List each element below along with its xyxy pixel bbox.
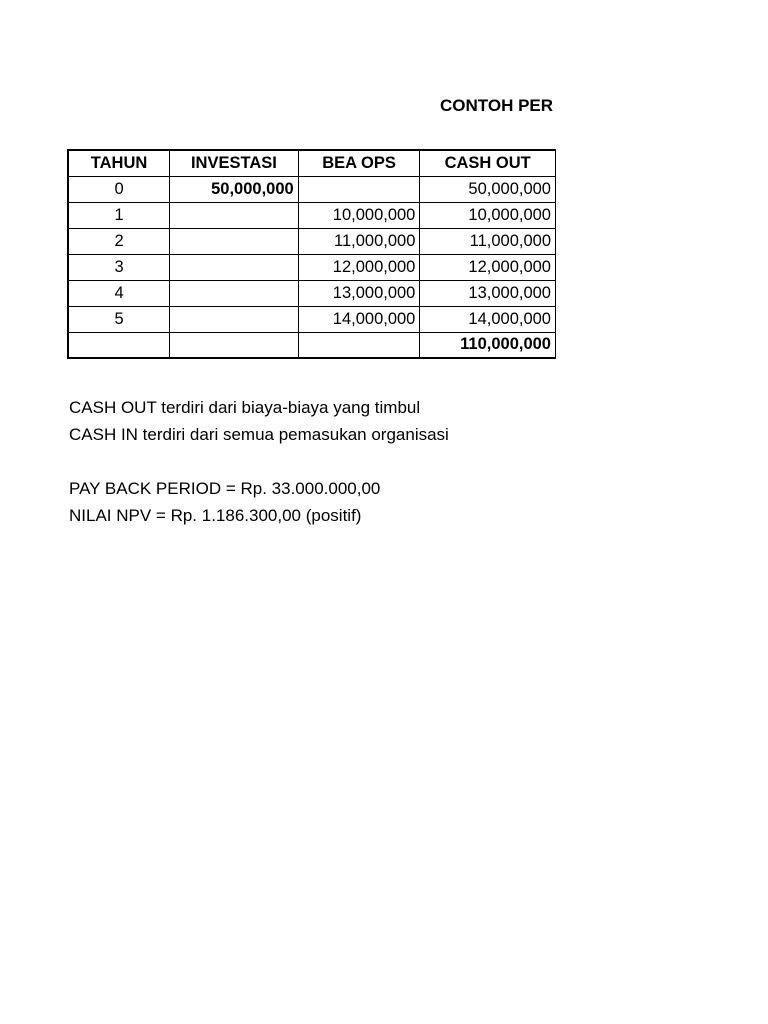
cell-tahun: 3 — [68, 254, 170, 280]
notes-block — [69, 394, 449, 529]
cell-tahun — [68, 332, 170, 358]
cell-investasi — [170, 202, 299, 228]
cell-tahun: 4 — [68, 280, 170, 306]
cell-investasi — [170, 228, 299, 254]
cell-bea-ops: 13,000,000 — [298, 280, 420, 306]
cell-cash-out: 14,000,000 — [420, 306, 556, 332]
cell-tahun: 5 — [68, 306, 170, 332]
table-row — [68, 202, 556, 228]
header-tahun: TAHUN — [68, 150, 170, 176]
header-cash-out: CASH OUT — [420, 150, 556, 176]
table-row — [68, 254, 556, 280]
cell-cash-out: 12,000,000 — [420, 254, 556, 280]
note-npv: NILAI NPV = Rp. 1.186.300,00 (positif) — [69, 506, 362, 525]
cell-bea-ops: 11,000,000 — [298, 228, 420, 254]
note-payback-period: PAY BACK PERIOD = Rp. 33.000.000,00 — [69, 479, 381, 498]
cashflow-table — [67, 149, 556, 359]
header-bea-ops: BEA OPS — [298, 150, 420, 176]
cell-cash-out: 10,000,000 — [420, 202, 556, 228]
note-cash-in: CASH IN terdiri dari semua pemasukan organisasi — [69, 425, 449, 444]
cell-bea-ops: 10,000,000 — [298, 202, 420, 228]
cell-cash-out: 50,000,000 — [420, 176, 556, 202]
cell-cash-out: 11,000,000 — [420, 228, 556, 254]
page-title: CONTOH PER — [440, 96, 554, 115]
header-investasi: INVESTASI — [170, 150, 299, 176]
cell-bea-ops — [298, 332, 420, 358]
cell-investasi — [170, 332, 299, 358]
cell-investasi — [170, 280, 299, 306]
table-row — [68, 280, 556, 306]
table-row — [68, 306, 556, 332]
table-row — [68, 176, 556, 202]
table-row — [68, 228, 556, 254]
cell-tahun: 1 — [68, 202, 170, 228]
note-cash-out: CASH OUT terdiri dari biaya-biaya yang timbul — [69, 398, 421, 417]
cell-cash-out: 13,000,000 — [420, 280, 556, 306]
cell-bea-ops — [298, 176, 420, 202]
cell-tahun: 2 — [68, 228, 170, 254]
cell-tahun: 0 — [68, 176, 170, 202]
cell-investasi: 50,000,000 — [170, 176, 299, 202]
notes-spacer — [69, 448, 449, 475]
table-total-row — [68, 332, 556, 358]
cell-bea-ops: 12,000,000 — [298, 254, 420, 280]
cell-bea-ops: 14,000,000 — [298, 306, 420, 332]
cell-investasi — [170, 254, 299, 280]
cell-investasi — [170, 306, 299, 332]
cell-cash-out-total: 110,000,000 — [420, 332, 556, 358]
table-header-row — [68, 150, 556, 176]
